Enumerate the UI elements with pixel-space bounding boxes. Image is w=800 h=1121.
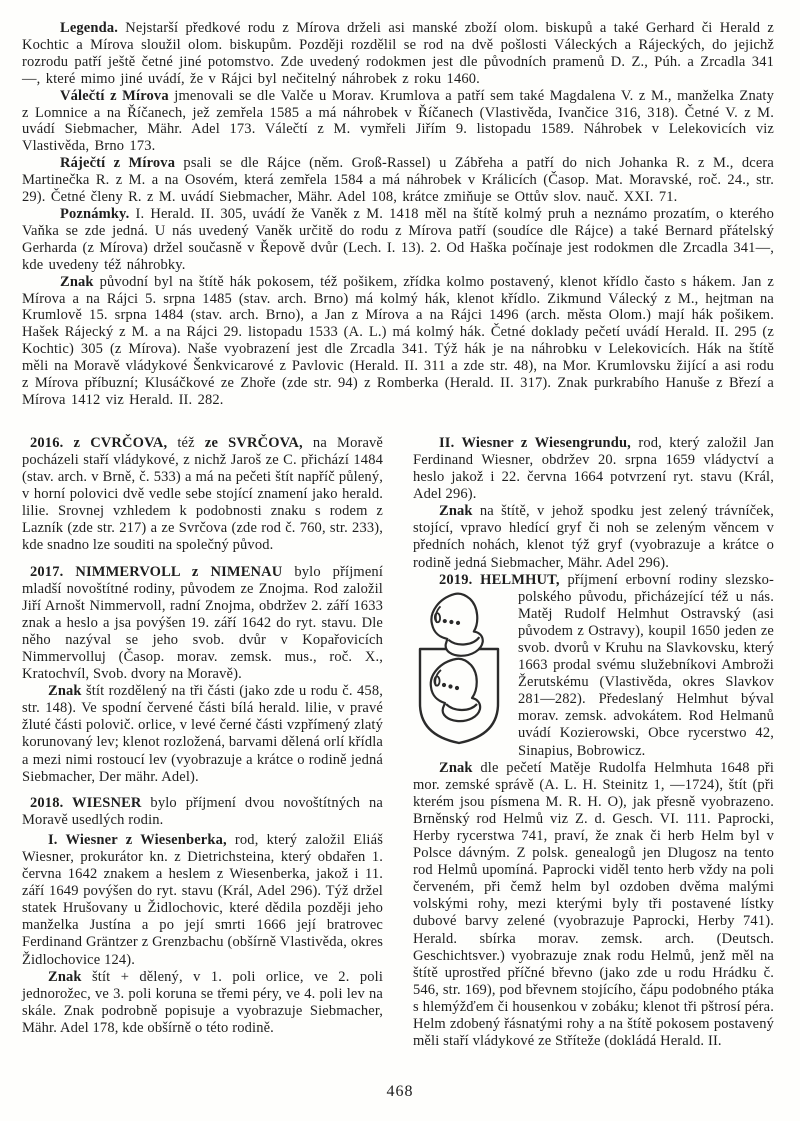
paragraph-valecti [22, 88, 774, 156]
two-column-section [22, 435, 774, 1050]
paragraph-lead: Ráječtí z Mírova [60, 155, 176, 172]
paragraph-lead: Legenda. [60, 20, 118, 36]
page-number: 468 [386, 1083, 414, 1100]
paragraph-text: Nejstarší předkové rodu z Mírova drželi asi manské zboží olom. biskupů a také Gerhard či Herald z Kochtic a Mírova sloužil olom. biskupům. Později rozdělil se rod na dvě pošlosti Váleckých a Rájeckých, do jejichž rozrodu patří ještě četné jiné potomstvo. Zde uvedený rodokmen jest dle původních pramenů D. Z., Púh. a Zrcadla 341—, které mimo jiné uvádí, že v Rájci byl nečitelný náhrobek z roku 1460. [22, 20, 774, 87]
entry-heading: I. Wiesner z Wiesenberka, [48, 831, 227, 848]
page-content [22, 20, 774, 1050]
entry-text: bylo příjmení dvou novoštítných na Moravě usedlých rodin. [22, 794, 383, 828]
paragraph-text: štít rozdělený na tři části (jako zde u rodu č. 458, str. 148). Ve spodní červené části bílá herald. lilie, v pravé žluté části polovič. orlice, v levé černé části vzpřímený zlatý korunovaný lev; klenot rozložená, barvami dělená orlí křídla a mezi nimi rostoucí lev (vyobrazuje a krátce o rodině jedná Siebmacher, Der mähr. Adel). [22, 683, 383, 785]
paragraph-text: dle pečetí Matěje Rudolfa Helmhuta 1648 při mor. zemské správě (A. L. H. Steinitz 1, —1724), štít (při kterém jsou písmena M. R. H. O), jak přesně vyobrazeno. Brněnský rod Helmů viz Z. d. Gesch. VI. 111. Paprocki, Herby rycerstwa 741, praví, že znak či herb Helm byl v Polsce dávným. Z polsk. genealogů jen Dlugosz na tento rod Helmů upomíná. Paprocki viděl tento herb vždy na poli červeném, při čemž helm byl ozdoben dvěma malými volskými rohy, mezi kterými byly tři postavené lístky dubové barvy zelené (vyobrazuje Paprocki, Herby 741). Herald. sbírka morav. zemsk. arch. (Deutsch. Geschichtsver.) vyobrazuje znak rodu Helmů, jenž měl na štítě uprostřed příčné břevno (jako zde u rodu Hrádku č. 546, str. 169), pod břevnem stojícího, čápu podobného ptáka s hlemýžďem či housenkou v zobáku; klenot tři pštrosí péra. Helm zdobený řásnatými rohy a na štítě pokosem postavený měli staří vládykové ze Stříteže (dokládá Herald. II. [413, 759, 774, 1050]
paragraph-legenda [22, 20, 774, 88]
paragraph-poznamky [22, 206, 774, 274]
entry-2019-body [413, 589, 774, 760]
paragraph-text: na štítě, v jehož spodku jest zelený trávníček, stojící, vpravo hledící gryf či noh se zeleným věncem v předních nohách, klenot týž gryf (vyobrazuje a krátce o rodině jedná Siebmacher, Mähr. Adel 296). [413, 503, 774, 571]
entry-text: rod, který založil Eliáš Wiesner, prokurátor kn. z Dietrichsteina, který obdařen 1. června 1642 znakem a heslem z Wiesenberka, jakož i 11. září 1649 povýšen do ryt. stavu (Král, Adel 296). Týž držel statek Hrušovany u Židlochovic, které dědila později jeho manželka Justína a po její smrti 1666 její bratrovec Ferdinand Gräntzer z Grenzbachu (obšírně Vlastivěda, okres Židlochovice 124). [22, 831, 383, 968]
entry-2019-znak [413, 760, 774, 1051]
entry-text: na Moravě pocházeli staří vládykové, z nichž Jaroš ze C. přichází 1484 (stav. arch. v Brně, č. 533) a má na pečeti štít napříč půlený, v horní polovici dvě vedle sebe stojící znamení jako herald. lilie. Srovnej vzhledem k podobnosti znaku s rodem z Lazník (zde str. 217) a ze Svrčova (zde rod č. 760, str. 233), kde snadno lze souditi na společný původ. [22, 434, 384, 554]
paragraph-rajecti [22, 155, 774, 206]
entry-2018-znak [22, 969, 383, 1037]
paragraph-lead: Poznámky. [60, 205, 130, 222]
entry-2017-nimmervoll [22, 564, 383, 684]
left-column [22, 435, 383, 1050]
paragraph-text: štít + dělený, v 1. poli orlice, ve 2. poli jednorožec, ve 3. poli koruna se třemi péry, ve 4. poli lev na skále. Znak podrobně popisuje a vyobrazuje Siebmacher, Mähr. Adel 178, kde obšírně o této rodině. [22, 968, 383, 1036]
top-section [22, 20, 774, 409]
entry-text: též [167, 434, 205, 451]
paragraph-lead: Znak [439, 503, 473, 520]
entry-2018-wiesner-ii [413, 435, 774, 503]
entry-2018-ii-znak [413, 503, 774, 571]
paragraph-lead: Znak [439, 759, 473, 776]
entry-2018-wiesner [22, 795, 383, 829]
paragraph-lead: Znak [60, 273, 94, 290]
entry-2019-helmhut [413, 572, 774, 760]
paragraph-text: I. Herald. II. 305, uvádí že Vaněk z M. 1418 měl na štítě kolmý pruh a neznámo prozatím, o kterého Vaňka se zde jedná. U nás uvedený Vaněk určitě do rodu z Mírova patří (soudíce dle Rájce) a také Bernard přátelský Gerharda (z Mírova) držel současně v Řepově dvůr (Lech. I. 13). 2. Od Haška počínaje jest rodokmen dle Zrcadla 341—, kde uvedeny též náhrobky. [22, 205, 774, 273]
entry-2017-znak [22, 683, 383, 786]
entry-heading: 2016. z CVRČOVA, [30, 434, 168, 451]
entry-text: příjmení erbovní rodiny slezsko- [559, 571, 774, 588]
helmhut-coat-of-arms-icon [413, 592, 505, 750]
entry-2018-wiesner-i [22, 832, 383, 969]
paragraph-lead: Znak [48, 683, 82, 700]
entry-heading: 2017. NIMMERVOLL z NIMENAU [30, 563, 283, 580]
paragraph-text: psali se dle Rájce (něm. Groß-Rassel) u Zábřeha a patří do nich Johanka R. z M., dcera Martinečka R. z M. a na Osovém, která zemřela 1584 a má náhrobek v Králicích (Časop. Mat. Moravské, roč. 24., str. 29). Četné členy R. z M. uvádí Siebmacher, Mähr. Adel 108, krátce zmiňuje se Ottův slov. nauč. XXI. 71. [22, 155, 774, 206]
entry-text: bylo příjmení mladší novoštítné rodiny, původem ze Znojma. Rod založil Jiří Arnošt Nimmervoll, radní Znojma, obdržev 2. září 1633 znak a heslo a jsa povýšen 19. září 1642 do ryt. stavu. Dle něho nazýval se jeho svob. dvůr v Kopařovicích Nimmervolluj (Časop. morav. zemsk. mus., roč. X., Kratochvíl, Svob. dvory na Moravě). [22, 563, 384, 683]
paragraph-lead: Válečtí z Mírova [60, 87, 169, 104]
entry-2016-cvrcova [22, 435, 383, 555]
entry-text: polského původu, přicházející též u nás. Matěj Rudolf Helmhut Ostravský (asi původem z Ostravy), koupil 1650 jeden ze svob. dvorů v Kruhu na Slavkovsku, který 1663 prodal svému služebníkovi Ambroži Žerutskému (Vlastivěda, okres Slavkov 281—282). Předeslaný Helmhut býval morav. zemsk. advokátem. Rod Helmanů uvádí Kozierowski, Obce rycerstwo 42, Sinapius, Bobrowicz. [518, 588, 774, 759]
entry-text: rod, který založil Jan Ferdinand Wiesner, obdržev 20. srpna 1659 vládyctví a heslo jakož i 22. června 1664 potvrzení ryt. stavu (Král, Adel 296). [413, 434, 775, 503]
entry-heading: 2018. WIESNER [30, 794, 142, 811]
entry-2019-first-line [413, 572, 774, 589]
paragraph-lead: Znak [48, 968, 82, 985]
paragraph-znak-mirov [22, 274, 774, 409]
entry-heading: 2019. HELMHUT, [439, 571, 560, 588]
entry-heading: ze SVRČOVA, [204, 434, 303, 451]
paragraph-text: původní byl na štítě hák pokosem, též pošikem, zřídka kolmo postavený, klenot křídlo často s hákem. Jan z Mírova a na Rájci 5. srpna 1485 (stav. arch. Brno) má kolmý hák, klenot křídlo. Zikmund Válecký z M., hejtman na Krumlově 15. srpna 1484 (stav. arch. Brno), a Jan z Mírova a na Rájci 1496 (arch. města Olom.) mají hák pošikem. Hašek Rájecký z M. a na Rájci 29. listopadu 1533 (A. L.) má kolmý hák. Četné doklady pečetí uvádí Herald. II. 295 (z Kochtic) 305 (z Mírova). Naše vyobrazení jest dle Zrcadla 341. Týž hák je na náhrobku v Lelekovicích. Hák na štítě měli na Moravě vládykové Šenkvicarové z Pavlovic (Herald. II. 311 a zde str. 48), na Mor. Krumlovsku žijící a asi rodu z Mírova příbuzní; Klusáčkové ze Zhoře (zde str. 94) z Romberka (Herald. II. 317). Znak purkrabího Hanuše z Březí a Mírova 1412 viz Herald. II. 282. [22, 273, 774, 408]
paragraph-text: jmenovali se dle Valče u Morav. Krumlova a patří sem také Magdalena V. z M., manželka Znaty z Lomnice a na Říčanech, jež zemřela 1585 a má náhrobek v Říčanech (Vlastivěda, Ivančice 316, 318). Četné V. z M. uvádí Siebmacher, Mähr. Adel 173. Válečtí z M. vymřeli Jiřím 9. listopadu 1589. Náhrobek v Lelekovicích viz Vlastivěda, Brno 173. [22, 87, 775, 155]
entry-heading: II. Wiesner z Wiesengrundu, [439, 434, 631, 451]
right-column [413, 435, 774, 1050]
